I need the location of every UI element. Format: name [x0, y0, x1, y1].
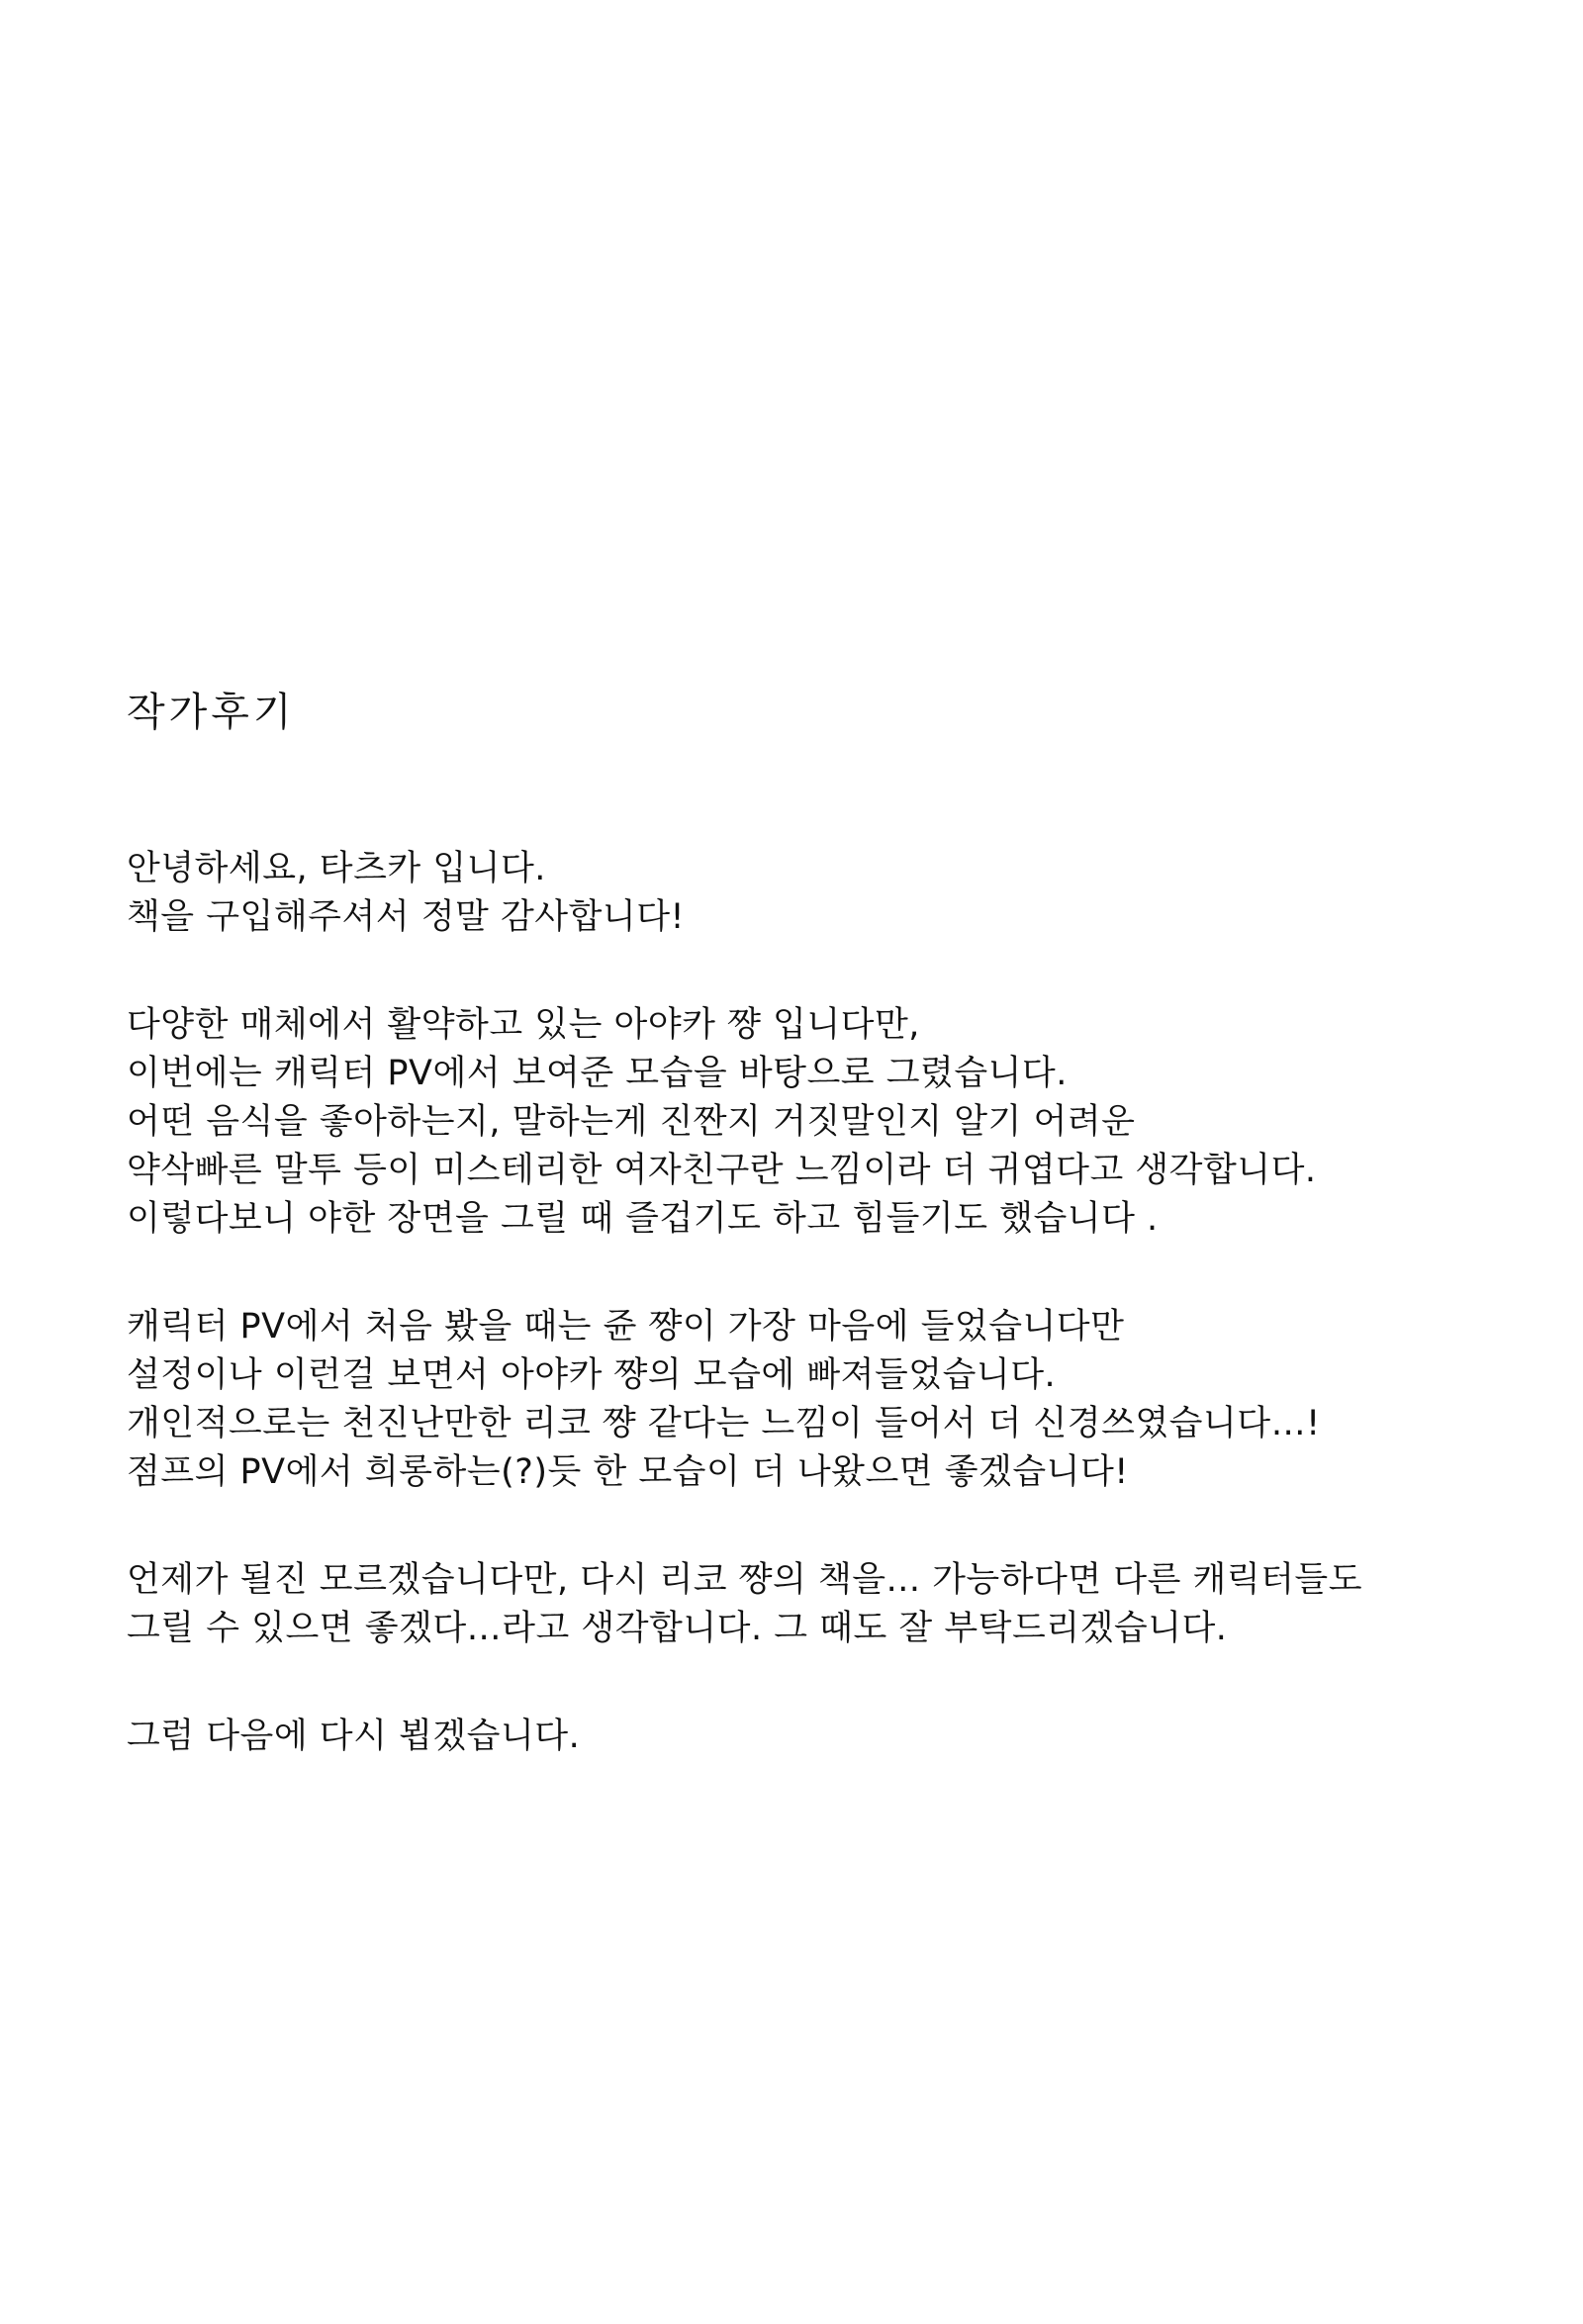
text-line: 점프의 PV에서 희롱하는(?)듯 한 모습이 더 나왔으면 좋겠습니다! [127, 1452, 1129, 1492]
text-line: 언제가 될진 모르겠습니다만, 다시 리코 쨩의 책을... 가능하다면 다른 캐릭터들도 [127, 1560, 1363, 1600]
text-line: 책을 구입해주셔서 정말 감사합니다! [127, 897, 686, 937]
text-line: 약삭빠른 말투 등이 미스테리한 여자친구란 느낌이라 더 귀엽다고 생각합니다. [127, 1151, 1317, 1190]
text-line: 어떤 음식을 좋아하는지, 말하는게 진짠지 거짓말인지 알기 어려운 [127, 1102, 1136, 1142]
text-line: 그릴 수 있으면 좋겠다…라고 생각합니다. 그 때도 잘 부탁드리겠습니다. [127, 1609, 1228, 1648]
afterword-section [127, 683, 1532, 1820]
text-line: 이번에는 캐릭터 PV에서 보여준 모습을 바탕으로 그렸습니다. [127, 1054, 1068, 1093]
paragraph-character-intro [127, 1001, 1532, 1244]
text-line: 이렇다보니 야한 장면을 그릴 때 즐겁기도 하고 힘들기도 했습니다 . [127, 1199, 1159, 1239]
text-line: 개인적으로는 천진난만한 리코 쨩 같다는 느낌이 들어서 더 신경쓰였습니다…! [127, 1404, 1321, 1443]
text-line: 그럼 다음에 다시 뵙겠습니다. [127, 1717, 581, 1756]
paragraph-closing [127, 1713, 1532, 1761]
afterword-title: 작가후기 [127, 690, 296, 735]
paragraph-greeting [127, 845, 1532, 942]
text-line: 캐릭터 PV에서 처음 봤을 때는 쥰 쨩이 가장 마음에 들었습니다만 [127, 1307, 1125, 1347]
text-line: 다양한 매체에서 활약하고 있는 아야카 쨩 입니다만, [127, 1005, 920, 1045]
paragraph-impressions [127, 1303, 1532, 1497]
text-line: 안녕하세요, 타츠카 입니다. [127, 849, 546, 888]
paragraph-future-plans [127, 1556, 1532, 1653]
text-line: 설정이나 이런걸 보면서 아야카 쨩의 모습에 빠져들었습니다. [127, 1355, 1057, 1395]
